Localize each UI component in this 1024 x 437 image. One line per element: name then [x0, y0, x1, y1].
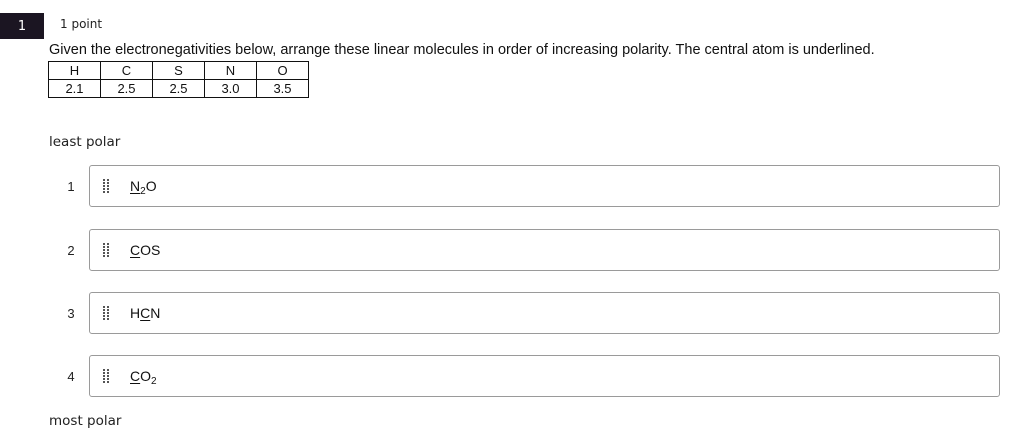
ordering-row — [0, 355, 1024, 399]
drag-handle-icon[interactable] — [103, 369, 109, 383]
value-cell: 3.5 — [257, 80, 309, 98]
central-atom: C — [130, 242, 141, 258]
rank-number: 1 — [67, 179, 75, 194]
question-points: 1 point — [60, 17, 103, 31]
element-cell: N — [205, 62, 257, 80]
value-cell: 2.1 — [49, 80, 101, 98]
central-atom: N — [130, 178, 141, 194]
ordering-row — [0, 165, 1024, 209]
electronegativity-table — [48, 61, 309, 98]
central-atom: C — [140, 305, 151, 321]
central-atom: C — [130, 368, 141, 384]
molecule-formula: COS — [130, 242, 161, 258]
ordering-row — [0, 292, 1024, 336]
drag-handle-icon[interactable] — [103, 179, 109, 193]
rank-number: 4 — [67, 369, 75, 384]
ordering-row — [0, 229, 1024, 273]
drag-handle-icon[interactable] — [103, 243, 109, 257]
drag-handle-icon[interactable] — [103, 306, 109, 320]
draggable-answer-card[interactable] — [89, 292, 1000, 334]
molecule-formula: HCN — [130, 305, 161, 321]
rank-number: 2 — [67, 243, 75, 258]
molecule-formula: $CO_2$ — [130, 368, 157, 387]
rank-number: 3 — [67, 306, 75, 321]
draggable-answer-card[interactable] — [89, 165, 1000, 207]
question-number: 1 — [0, 13, 44, 39]
element-row — [49, 62, 309, 80]
value-cell: 2.5 — [153, 80, 205, 98]
draggable-answer-card[interactable] — [89, 355, 1000, 397]
least-polar-label: least polar — [49, 134, 121, 150]
value-row — [49, 80, 309, 98]
element-cell: C — [101, 62, 153, 80]
question-prompt: Given the electronegativities below, arrange these linear molecules in order of increasing polarity. The central atom is underlined. — [49, 42, 875, 58]
element-cell: O — [257, 62, 309, 80]
molecule-formula: $N_2O$ — [130, 178, 157, 197]
draggable-answer-card[interactable] — [89, 229, 1000, 271]
value-cell: 3.0 — [205, 80, 257, 98]
element-cell: H — [49, 62, 101, 80]
most-polar-label: most polar — [49, 413, 122, 429]
value-cell: 2.5 — [101, 80, 153, 98]
element-cell: S — [153, 62, 205, 80]
